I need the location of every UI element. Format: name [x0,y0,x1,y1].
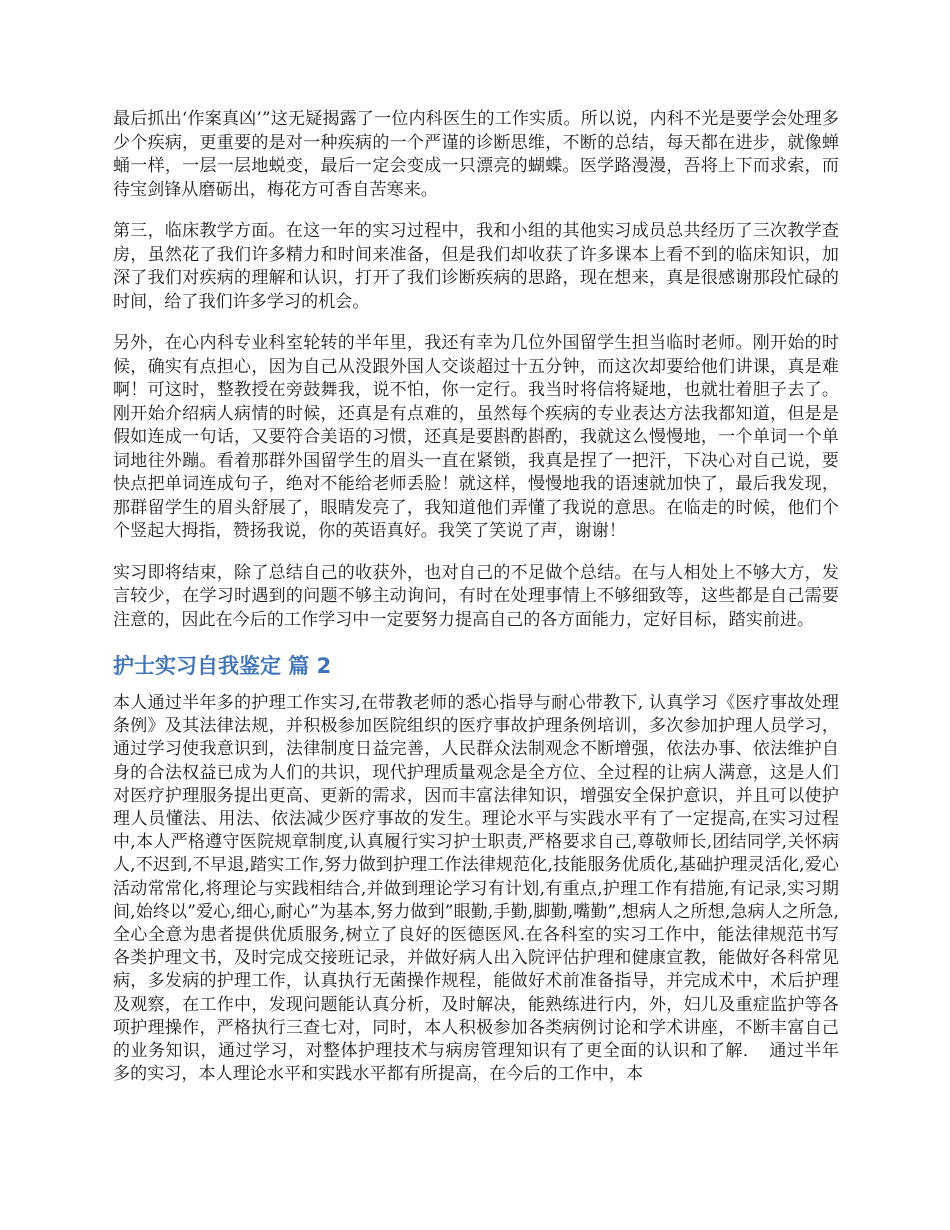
paragraph-diagnostic-thinking: 最后抓出‘作案真凶’”这无疑揭露了一位内科医生的工作实质。所以说，内科不光是要学会处理多少个疾病，更重要的是对一种疾病的一个严谨的诊断思维，不断的总结，每天都在进步，就像蝉蛹一样，一层一层地蜕变，最后一定会变成一只漂亮的蝴蝶。医学路漫漫，吾将上下而求索，而待宝剑锋从磨砺出，梅花方可香自苦寒来。 [113,109,839,200]
section-heading: 护士实习自我鉴定 篇 2 [113,654,332,678]
paragraph-shortcomings: 实习即将结束，除了总结自己的收获外，也对自己的不足做个总结。在与人相处上不够大方，发言较少，在学习时遇到的问题不够主动询问，有时在处理事情上不够细致等，这些都是自己需要注意的，因此在今后的工作学习中一定要努力提高自己的各方面能力，定好目标，踏实前进。 [113,562,839,630]
paragraph-foreign-students: 另外，在心内科专业科室轮转的半年里，我还有幸为几位外国留学生担当临时老师。刚开始的时候，确实有点担心，因为自己从没跟外国人交谈超过十五分钟，而这次却要给他们讲课，真是难啊！可这时，整教授在旁鼓舞我，说不怕，你一定行。我当时将信将疑地，也就壮着胆子去了。刚开始介绍病人病情的时候，还真是有点难的，虽然每个疾病的专业表达方法我都知道，但是是假如连成一句话，又要符合美语的习惯，还真是要斟酌斟酌，我就这么慢慢地，一个单词一个单词地往外蹦。看着那群外国留学生的眉头一直在紧锁，我真是捏了一把汗，下决心对自己说，要快点把单词连成句子，绝对不能给老师丢脸！就这样，慢慢地我的语速就加快了，最后我发现，那群留学生的眉头舒展了，眼睛发亮了，我知道他们弄懂了我说的意思。在临走的时候，他们个个竖起大拇指，赞扬我说，你的英语真好。我笑了笑说了声，谢谢！ [113,333,839,541]
document-page [113,108,839,1104]
paragraph-clinical-teaching: 第三，临床教学方面。在这一年的实习过程中，我和小组的其他实习成员总共经历了三次教学查房，虽然花了我们许多精力和时间来准备，但是我们却收获了许多课本上看不到的临床知识，加深了我们对疾病的理解和认识，打开了我们诊断疾病的思路，现在想来，真是很感谢那段忙碌的时间，给了我们许多学习的机会。 [113,221,839,312]
paragraph-nursing-internship: 本人通过半年多的护理工作实习,在带教老师的悉心指导与耐心带教下, 认真学习《医疗事故处理条例》及其法律法规，并积极参加医院组织的医疗事故护理条例培训，多次参加护理人员学习，通过学习使我意识到，法律制度日益完善，人民群众法制观念不断增强，依法办事、依法维护自身的合法权益已成为人们的共识，现代护理质量观念是全方位、全过程的让病人满意，这是人们对医疗护理服务提出更高、更新的需求，因而丰富法律知识，增强安全保护意识，并且可以使护理人员懂法、用法、依法减少医疗事故的发生。理论水平与实践水平有了一定提高,在实习过程中,本人严格遵守医院规章制度,认真履行实习护士职责,严格要求自己,尊敬师长,团结同学,关怀病人,不迟到,不早退,踏实工作,努力做到护理工作法律规范化,技能服务优质化,基础护理灵活化,爱心活动常常化,将理论与实践相结合,并做到理论学习有计划,有重点,护理工作有措施,有记录,实习期间,始终以”爱心,细心,耐心”为基本,努力做到”眼勤,手勤,脚勤,嘴勤”,想病人之所想,急病人之所急,全心全意为患者提供优质服务,树立了良好的医德医风.在各科室的实习工作中，能法律规范书写各类护理文书，及时完成交接班记录，并做好病人出入院评估护理和健康宣教，能做好各科常见病，多发病的护理工作，认真执行无菌操作规程，能做好术前准备指导，并完成术中，术后护理及观察，在工作中，发现问题能认真分析，及时解决，能熟练进行内，外，妇儿及重症监护等各项护理操作，严格执行三查七对，同时，本人积极参加各类病例讨论和学术讲座，不断丰富自己的业务知识，通过学习，对整体护理技术与病房管理知识有了更全面的认识和了解． 通过半年多的实习，本人理论水平和实践水平都有所提高，在今后的工作中，本 [113,693,839,1085]
